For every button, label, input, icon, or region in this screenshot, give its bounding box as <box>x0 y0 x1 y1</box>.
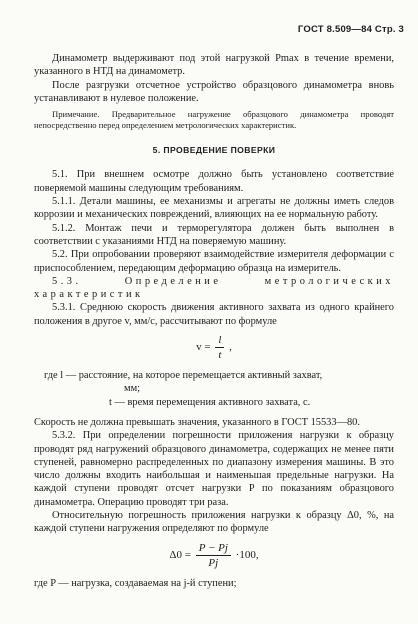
formula-denominator: Pj <box>208 556 219 569</box>
note: Примечание. Предварительное нагружение образцового динамометра проводят непосредственно перед определением метрологических характеристик. <box>34 109 394 131</box>
paragraph: 5.3.1. Среднюю скорость движения активного захвата из одного крайнего положения в другое v, мм/с, рассчитывают по формуле <box>34 302 394 327</box>
paragraph: 5.3.2. При определении погрешности приложения нагрузки к образцу проводят ряд нагружений образцового динамометра, содержащих не менее пяти ступеней, равномерно распределенных по диапазону измерения машины. В это число должны входить наибольшая и наименьшая предельные нагрузки. На каждой ступени проводят отсчет нагрузки P по показаниям образцового динамометра. Операцию проводят три раза. <box>34 430 394 508</box>
paragraph: Динамометр выдерживают под этой нагрузкой Pmax в течение времени, указанного в НТД на динамометр. <box>34 53 394 78</box>
paragraph: После разгрузки отсчетное устройство образцового динамометра вновь устанавливают в нулевое положение. <box>34 79 394 104</box>
formula-numerator: P − Pj <box>196 542 231 556</box>
legend-line: где P — нагрузка, создаваемая на j-й ступени; <box>34 577 237 589</box>
formula-tail: ·100, <box>235 548 259 561</box>
paragraph: 5.2. При опробовании проверяют взаимодействие измерителя деформации с приспособлением, передающим деформацию образца на измеритель. <box>34 249 394 274</box>
speed-formula <box>34 334 394 361</box>
paragraph: 5.1.2. Монтаж печи и терморегулятора должен быть выполнен в соответствии с указаниями НТД на поверяемую машину. <box>34 222 394 247</box>
legend-line: мм; <box>124 383 141 395</box>
formula-denominator: t <box>218 349 222 362</box>
paragraph: 5.1.1. Детали машины, ее механизмы и агрегаты не должны иметь следов коррозии и механических повреждений, влияющих на ее нормальную работу. <box>34 196 394 221</box>
paragraph: 5.1. При внешнем осмотре должно быть установлено соответствие поверяемой машины следующим требованиям. <box>34 169 394 194</box>
error-formula <box>34 542 394 569</box>
subsection-title: 5.3. Определение метрологических характеристик <box>34 275 394 301</box>
formula-fraction <box>215 334 224 361</box>
paragraph: Относительную погрешность приложения нагрузки к образцу Δ0, %, на каждой ступени нагружения определяют по формуле <box>34 510 394 535</box>
legend-line: где l — расстояние, на которое перемещается активный захват, <box>44 370 323 382</box>
section-title: 5. ПРОВЕДЕНИЕ ПОВЕРКИ <box>152 145 276 156</box>
formula-lhs: Δ0 = <box>169 548 191 561</box>
formula-numerator: l <box>215 334 224 348</box>
formula-fraction <box>196 542 231 569</box>
page-header: ГОСТ 8.509—84 Стр. 3 <box>297 24 404 35</box>
formula-tail: , <box>229 341 232 354</box>
document-body <box>34 52 394 590</box>
formula-lhs: v = <box>196 341 211 354</box>
formula-legend <box>34 369 394 409</box>
paragraph: Скорость не должна превышать значения, указанного в ГОСТ 15533—80. <box>34 416 360 428</box>
legend-line: t — время перемещения активного захвата, с. <box>109 396 311 408</box>
